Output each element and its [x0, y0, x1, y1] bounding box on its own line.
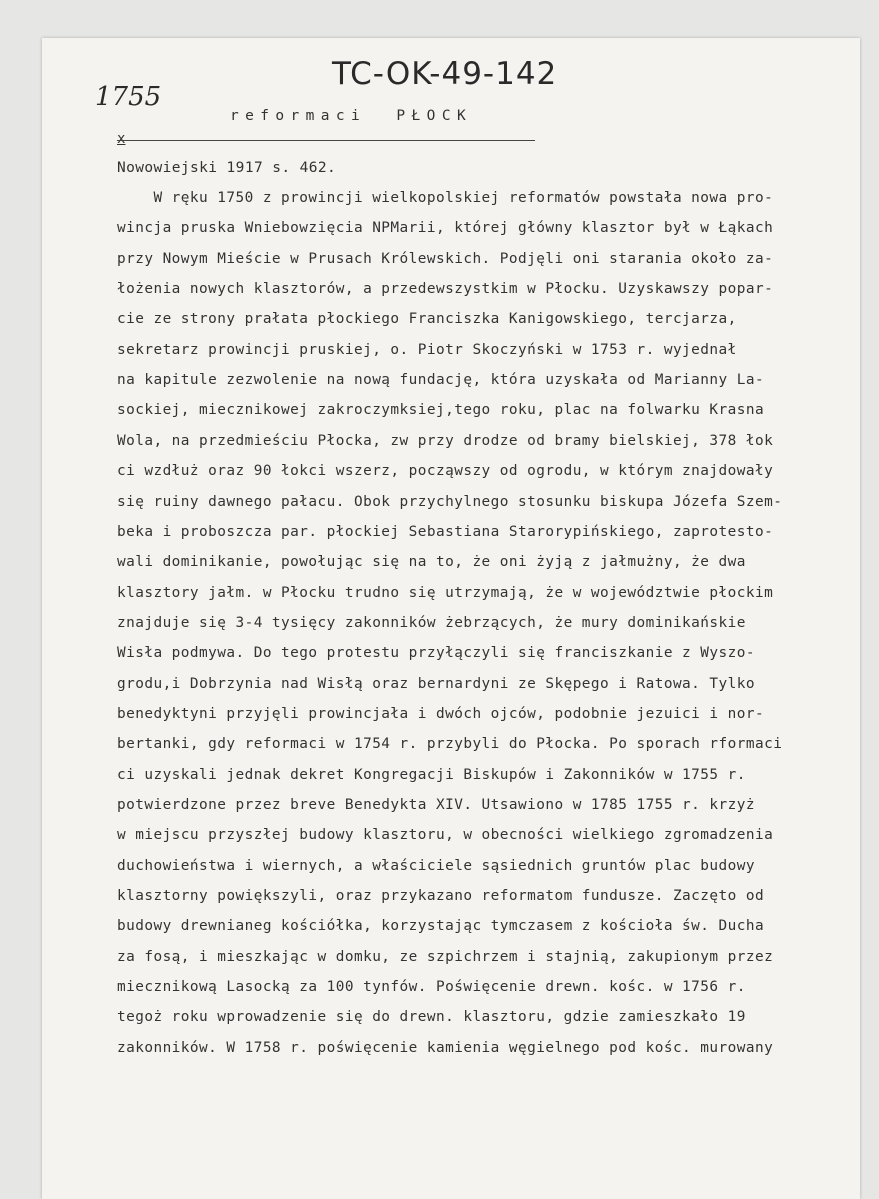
text-line: zakonników. W 1758 r. poświęcenie kamienia węgielnego pod kośc. murowany: [117, 1039, 774, 1056]
text-line: sockiej, miecznikowej zakroczymksiej,tego roku, plac na folwarku Krasna: [117, 402, 765, 419]
text-line: potwierdzone przez breve Benedykta XIV. Utsawiono w 1785 1755 r. krzyż: [117, 797, 755, 813]
typed-mark: x: [117, 131, 126, 147]
text-line: łożenia nowych klasztorów, a przedewszystkim w Płocku. Uzyskawszy popar-: [117, 281, 774, 298]
text-line: klasztory jałm. w Płocku trudno się utrzymają, że w województwie płockim: [117, 584, 774, 601]
text-line: wincja pruska Wniebowzięcia NPMarii, której główny klasztor był w Łąkach: [117, 220, 774, 237]
text-line: cie ze strony prałata płockiego Franciszka Kanigowskiego, tercjarza,: [117, 311, 737, 328]
text-line: klasztorny powiększyli, oraz przykazano reformatom fundusze. Zaczęto od: [117, 888, 765, 905]
heading-rule: [117, 140, 535, 141]
reference-code: TC-OK-49-142: [332, 56, 558, 92]
text-line: znajduje się 3-4 tysięcy zakonników żebrzących, że mury dominikańskie: [117, 614, 746, 631]
source-citation: Nowowiejski 1917 s. 462.: [117, 160, 337, 176]
text-line: W ręku 1750 z prowincji wielkopolskiej reformatów powstała nowa pro-: [117, 190, 774, 206]
text-line: duchowieństwa i wiernych, a właściciele sąsiednich gruntów plac budowy: [117, 857, 755, 874]
text-line: ci wzdłuż oraz 90 łokci wszerz, począwszy od ogrodu, w którym znajdowały: [117, 463, 774, 480]
text-line: miecznikową Lasocką za 100 tynfów. Poświęcenie drewn. kośc. w 1756 r.: [117, 979, 746, 996]
text-line: wali dominikanie, powołując się na to, że oni żyją z jałmużny, że dwa: [117, 554, 746, 571]
text-line: benedyktyni przyjęli prowincjała i dwóch ojców, podobnie jezuici i nor-: [117, 705, 765, 722]
document-heading: reformaci PŁOCK: [230, 108, 473, 124]
text-line: przy Nowym Mieście w Prusach Królewskich. Podjęli oni starania około za-: [117, 250, 774, 267]
text-line: grodu,i Dobrzynia nad Wisłą oraz bernardyni ze Skępego i Ratowa. Tylko: [117, 675, 755, 692]
text-line: bertanki, gdy reformaci w 1754 r. przybyli do Płocka. Po sporach rformaci: [117, 736, 783, 753]
text-line: ci uzyskali jednak dekret Kongregacji Biskupów i Zakonników w 1755 r.: [117, 766, 746, 783]
text-line: w miejscu przyszłej budowy klasztoru, w obecności wielkiego zgromadzenia: [117, 827, 774, 844]
text-line: beka i proboszcza par. płockiej Sebastiana Starorypińskiego, zaprotesto-: [117, 523, 774, 540]
text-line: na kapitule zezwolenie na nową fundację, która uzyskała od Marianny La-: [117, 372, 765, 389]
text-line: Wola, na przedmieściu Płocka, zw przy drodze od bramy bielskiej, 378 łok: [117, 432, 774, 449]
handwritten-year: 1755: [95, 82, 162, 112]
text-line: się ruiny dawnego pałacu. Obok przychylnego stosunku biskupa Józefa Szem-: [117, 493, 783, 510]
text-line: sekretarz prowincji pruskiej, o. Piotr Skoczyński w 1753 r. wyjednał: [117, 341, 737, 358]
text-line: budowy drewnianeg kościółka, korzystając tymczasem z kościoła św. Ducha: [117, 918, 765, 935]
text-line: tegoż roku wprowadzenie się do drewn. klasztoru, gdzie zamieszkało 19: [117, 1009, 746, 1026]
text-line: Wisła podmywa. Do tego protestu przyłączyli się franciszkanie z Wyszo-: [117, 645, 755, 662]
text-line: za fosą, i mieszkając w domku, ze szpichrzem i stajnią, zakupionym przez: [117, 948, 774, 965]
